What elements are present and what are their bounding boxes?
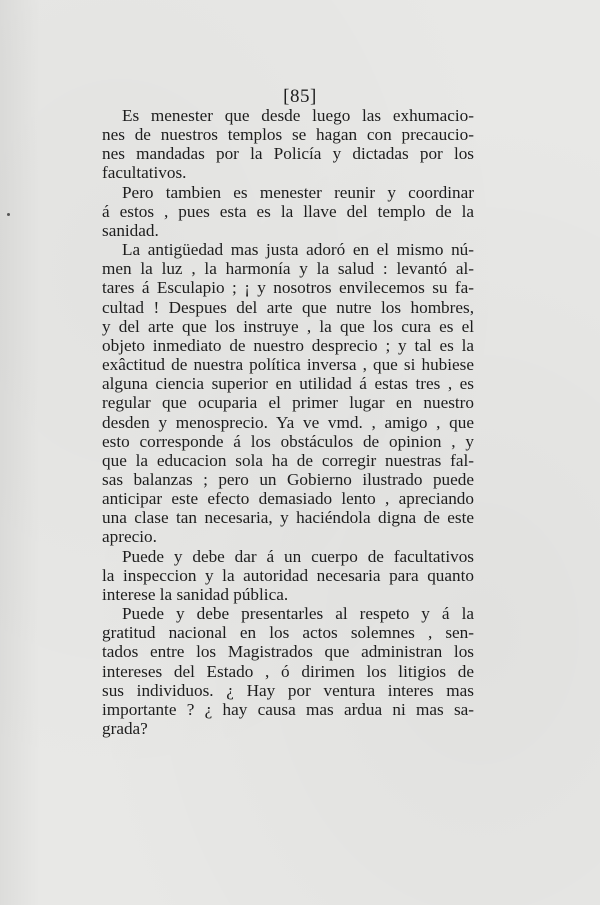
text-line: la inspeccion y la autoridad necesaria para quanto: [102, 565, 474, 585]
text-line: gratitud nacional en los actos solemnes , sen-: [102, 623, 474, 643]
text-line: una clase tan necesaria, y haciéndola digna de este: [102, 508, 474, 528]
text-line: La antigüedad mas justa adoró en el mismo nú-: [122, 240, 474, 260]
text-line: exâctitud de nuestra política inversa , que si hubiese: [102, 355, 474, 375]
text-line: alguna ciencia superior en utilidad á estas tres , es: [102, 374, 474, 394]
text-line: cultad ! Despues del arte que nutre los hombres,: [102, 297, 474, 317]
text-line: interese la sanidad pública.: [102, 584, 289, 604]
text-line: Pero tambien es menester reunir y coordinar: [122, 182, 474, 202]
paragraph: [102, 240, 474, 547]
body-text: [102, 106, 474, 738]
text-line: tados entre los Magistrados que administran los: [102, 642, 474, 662]
page-number: [85]: [283, 86, 317, 107]
paragraph: [102, 547, 474, 604]
text-line: sanidad.: [102, 220, 159, 240]
text-line: intereses del Estado , ó dirimen los litigios de: [102, 661, 474, 681]
text-line: sas balanzas ; pero un Gobierno ilustrado puede: [102, 469, 474, 489]
text-line: aprecio.: [102, 527, 157, 547]
text-line: regular que ocuparia el primer lugar en nuestro: [102, 393, 474, 413]
text-line: objeto inmediato de nuestro desprecio ; y tal es la: [102, 335, 474, 355]
text-line: Puede y debe dar á un cuerpo de facultativos: [122, 546, 474, 566]
text-line: facultativos.: [102, 163, 187, 183]
text-line: nes de nuestros templos se hagan con precaucio-: [102, 125, 474, 145]
paragraph: [102, 604, 474, 738]
paragraph: [102, 183, 474, 240]
ink-speck: [7, 213, 10, 216]
text-line: anticipar este efecto demasiado lento , apreciando: [102, 489, 474, 509]
text-line: desden y menosprecio. Ya ve vmd. , amigo , que: [102, 412, 474, 432]
text-line: sus individuos. ¿ Hay por ventura interes mas: [102, 680, 474, 700]
text-line: Puede y debe presentarles al respeto y á la: [122, 604, 474, 624]
text-line: Es menester que desde luego las exhumacio-: [122, 106, 474, 125]
text-line: tares á Esculapio ; ¡ y nosotros envilecemos su fa-: [102, 278, 474, 298]
text-line: importante ? ¿ hay causa mas ardua ni mas sa-: [102, 699, 474, 719]
text-line: esto corresponde á los obstáculos de opinion , y: [102, 431, 474, 451]
text-line: á estos , pues esta es la llave del templo de la: [102, 201, 474, 221]
text-line: y del arte que los instruye , la que los cura es el: [102, 316, 474, 336]
text-line: men la luz , la harmonía y la salud : levantó al-: [102, 259, 474, 279]
text-line: nes mandadas por la Policía y dictadas por los: [102, 144, 474, 164]
page-shadow: [0, 0, 40, 905]
paragraph: [102, 106, 474, 183]
text-line: que la educacion sola ha de corregir nuestras fal-: [102, 450, 474, 470]
text-line: grada?: [102, 719, 148, 738]
